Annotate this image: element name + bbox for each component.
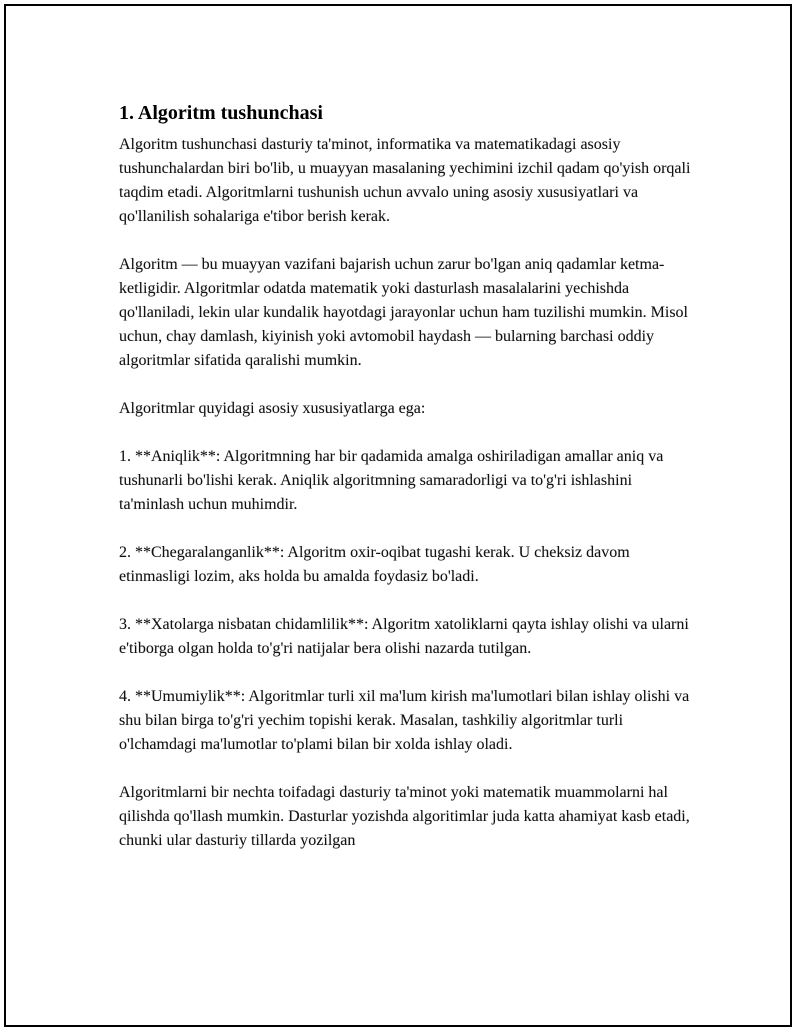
page-frame: [4, 4, 792, 1027]
list-item-chidamlilik: 3. **Xatolarga nisbatan chidamlilik**: Algoritm xatoliklarni qayta ishlay olishi va ularni e'tiborga olgan holda to'g'ri natijalar bera olishi nazarda tutilgan.: [119, 616, 689, 657]
list-item-umumiylik: 4. **Umumiylik**: Algoritmlar turli xil ma'lum kirish ma'lumotlari bilan ishlay olishi va shu bilan birga to'g'ri yechim topishi kerak. Masalan, tashkiliy algoritmlar turli o'lchamdagi ma'lumotlar to'plami bilan bir xolda ishlay oladi.: [119, 688, 690, 753]
list-item-aniqlik: 1. **Aniqlik**: Algoritmning har bir qadamida amalga oshiriladigan amallar aniq va tushunarli bo'lishi kerak. Aniqlik algoritmning samaradorligi va to'g'ri ishlashini ta'minlash uchun muhimdir.: [119, 448, 664, 513]
section-heading: 1. Algoritm tushunchasi: [119, 102, 323, 124]
list-item-chegaralanganlik: 2. **Chegaralanganlik**: Algoritm oxir-oqibat tugashi kerak. U cheksiz davom etinmasligi lozim, aks holda bu amalda foydasiz bo'ladi.: [119, 544, 630, 585]
paragraph-intro: Algoritm tushunchasi dasturiy ta'minot, informatika va matematikadagi asosiy tushunchalardan biri bo'lib, u muayyan masalaning yechimini izchil qadam qo'yish orqali taqdim etadi. Algoritmlarni tushunish uchun avvalo uning asosiy xususiyatlari va qo'llanilish sohalariga e'tibor berish kerak.: [119, 136, 691, 225]
document-body: [119, 99, 699, 877]
paragraph-applications: Algoritmlarni bir nechta toifadagi dasturiy ta'minot yoki matematik muammolarni hal qilishda qo'llash mumkin. Dasturlar yozishda algoritimlar juda katta ahamiyat kasb etadi, chunki ular dasturiy tillarda yozilgan: [119, 784, 690, 849]
paragraph-properties-intro: Algoritmlar quyidagi asosiy xususiyatlarga ega:: [119, 400, 426, 417]
paragraph-definition: Algoritm — bu muayyan vazifani bajarish uchun zarur bo'lgan aniq qadamlar ketma-ketligidir. Algoritmlar odatda matematik yoki dasturlash masalalarini yechishda qo'llaniladi, lekin ular kundalik hayotdagi jarayonlar uchun ham tuzilishi mumkin. Misol uchun, chay damlash, kiyinish yoki avtomobil haydash — bularning barchasi oddiy algoritmlar sifatida qaralishi mumkin.: [119, 256, 688, 369]
